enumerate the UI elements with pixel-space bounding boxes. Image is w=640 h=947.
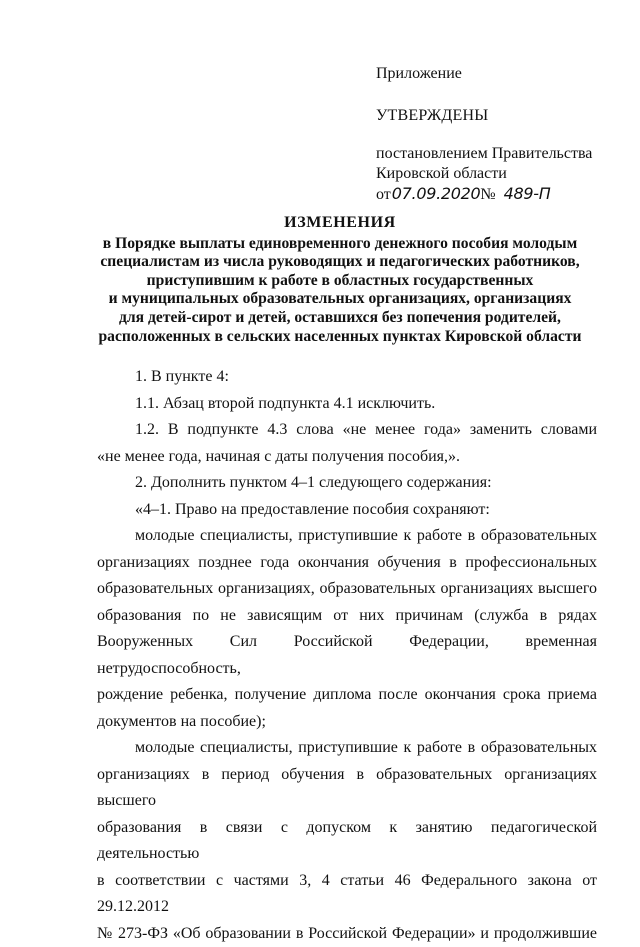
approval-block (376, 64, 616, 205)
paragraph-5-line: молодые специалисты, приступившие к работе в образовательных (97, 735, 597, 762)
paragraph-5-line: организациях в период обучения в образовательных организациях высшего (97, 762, 597, 815)
appendix-label: Приложение (376, 64, 616, 84)
paragraph-5-line: № 273-ФЗ «Об образовании в Российской Федерации» и продолжившие (97, 921, 597, 947)
paragraph-4-line: Вооруженных Сил Российской Федерации, временная нетрудоспособность, (97, 629, 597, 682)
paragraph-1-2-line: 1.2. В подпункте 4.3 слова «не менее года» заменить словами (97, 417, 597, 444)
paragraph-4-line: организациях позднее года окончания обучения в профессиональных (97, 550, 597, 577)
paragraph-3: «4–1. Право на предоставление пособия сохраняют: (97, 497, 597, 524)
paragraph-4-line: образовательных организациях, образовательных организациях высшего (97, 576, 597, 603)
title-line: расположенных в сельских населенных пунктах Кировской области (60, 328, 620, 347)
paragraph-4-line: образования по не зависящим от них причинам (служба в рядах (97, 603, 597, 630)
paragraph-1-2-line: «не менее года, начиная с даты получения пособия,». (97, 444, 597, 471)
paragraph-2: 2. Дополнить пунктом 4–1 следующего содержания: (97, 470, 597, 497)
paragraph-4-line: молодые специалисты, приступившие к работе в образовательных (97, 523, 597, 550)
paragraph-1-1: 1.1. Абзац второй подпункта 4.1 исключить. (97, 391, 597, 418)
title-line: специалистам из числа руководящих и педагогических работников, (60, 253, 620, 272)
paragraph-5-line: образования в связи с допуском к занятию педагогической деятельностью (97, 815, 597, 868)
date-prefix: от (376, 186, 391, 203)
paragraph-5-line: в соответствии с частями 3, 4 статьи 46 Федерального закона от 29.12.2012 (97, 868, 597, 921)
document-body (97, 364, 597, 947)
title-line: в Порядке выплаты единовременного денежного пособия молодым (60, 235, 620, 254)
paragraph-4-line: документов на пособие); (97, 709, 597, 736)
decree-date-line (376, 184, 616, 205)
handwritten-date: 07.09.2020 (392, 184, 481, 203)
decree-line-2: Кировской области (376, 164, 616, 184)
title-line: и муниципальных образовательных организациях, организациях (60, 290, 620, 309)
decree-line-1: постановлением Правительства (376, 144, 616, 164)
document-title (60, 214, 620, 346)
handwritten-number: 489-П (504, 184, 551, 203)
paragraph-1: 1. В пункте 4: (97, 364, 597, 391)
number-sign: № (480, 186, 495, 203)
title-line: приступившим к работе в областных государственных (60, 272, 620, 291)
title-line: для детей-сирот и детей, оставшихся без попечения родителей, (60, 309, 620, 328)
paragraph-4-line: рождение ребенка, получение диплома после окончания срока приема (97, 682, 597, 709)
title-heading: ИЗМЕНЕНИЯ (60, 214, 620, 233)
approved-label: УТВЕРЖДЕНЫ (376, 106, 616, 126)
